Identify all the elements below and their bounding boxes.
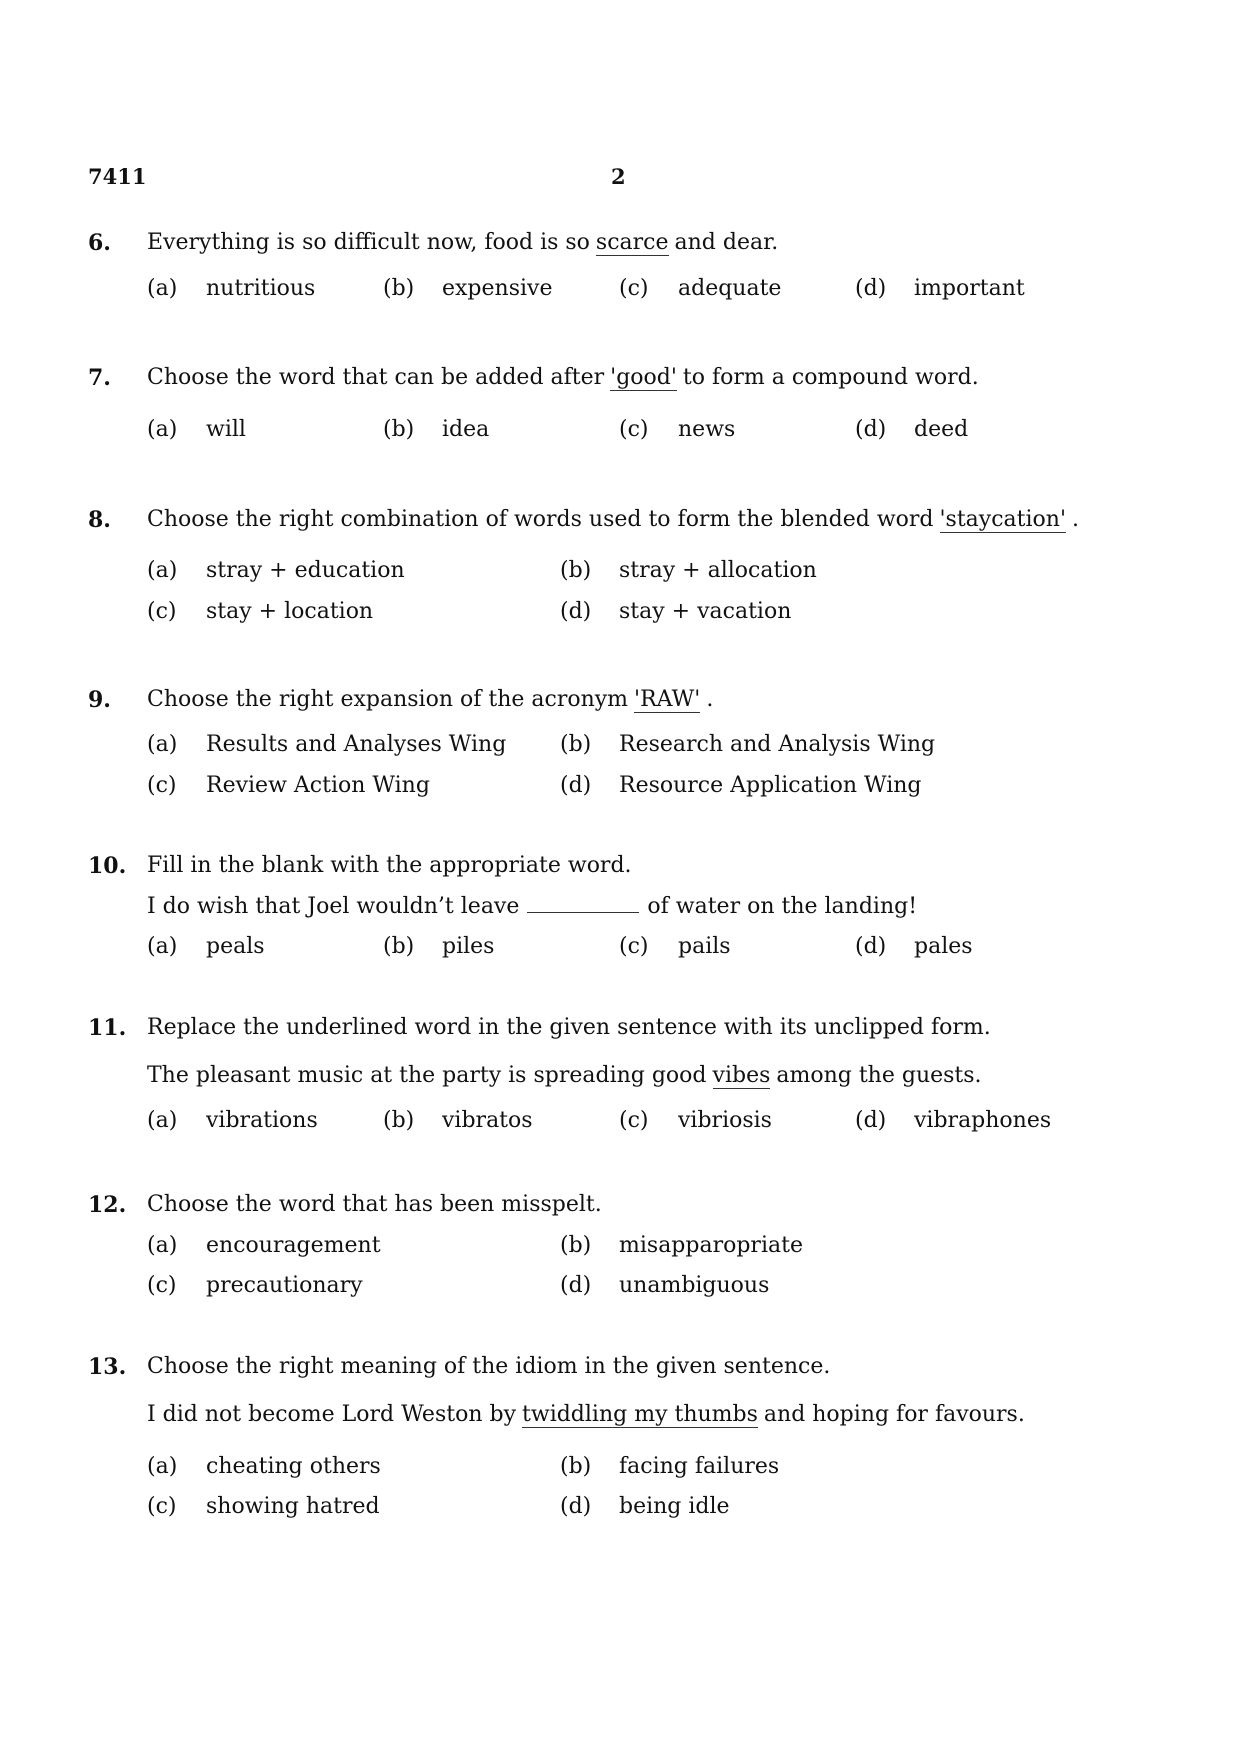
underlined-word: scarce <box>595 230 669 255</box>
question-text: Choose the word that can be added after 'good' to form a compound word. <box>147 365 979 390</box>
underlined-phrase: twiddling my thumbs <box>522 1402 758 1427</box>
question-text: Fill in the blank with the appropriate word. <box>147 853 632 878</box>
question-text: Choose the right expansion of the acronym 'RAW' . <box>147 687 714 712</box>
options-row: (a) stray + education (b) stray + allocation <box>147 558 817 583</box>
fill-blank <box>527 894 639 913</box>
options-row: (a) encouragement (b) misapparopriate <box>147 1233 803 1258</box>
question-sentence: I do wish that Joel wouldn’t leave of water on the landing! <box>147 894 918 919</box>
question-sentence: I did not become Lord Weston by twiddling my thumbs and hoping for favours. <box>147 1402 1025 1427</box>
options-row: (c) precautionary (d) unambiguous <box>147 1273 770 1298</box>
question-text: Replace the underlined word in the given sentence with its unclipped form. <box>147 1015 991 1040</box>
question-number: 11. <box>88 1015 127 1041</box>
question-number: 12. <box>88 1192 127 1218</box>
options-row: (a) peals (b) piles (c) pails (d) pales <box>147 934 973 959</box>
question-number: 6. <box>88 230 111 256</box>
question-number: 7. <box>88 365 111 391</box>
options-row: (a) Results and Analyses Wing (b) Research and Analysis Wing <box>147 732 936 757</box>
options-row: (c) showing hatred (d) being idle <box>147 1494 730 1519</box>
question-text: Choose the right meaning of the idiom in the given sentence. <box>147 1354 831 1379</box>
question-text: Choose the right combination of words used to form the blended word 'staycation' . <box>147 507 1079 532</box>
underlined-word: vibes <box>712 1063 771 1088</box>
question-text: Everything is so difficult now, food is so scarce and dear. <box>147 230 779 255</box>
question-number: 10. <box>88 853 127 879</box>
page-number: 2 <box>611 164 626 189</box>
underlined-word: 'good' <box>610 365 677 390</box>
question-number: 8. <box>88 507 111 533</box>
options-row: (a) vibrations (b) vibratos (c) vibriosis (d) vibraphones <box>147 1108 1052 1133</box>
question-number: 9. <box>88 687 111 713</box>
page-header <box>88 164 1152 194</box>
underlined-word: 'staycation' <box>939 507 1066 532</box>
question-text: Choose the word that has been misspelt. <box>147 1192 602 1217</box>
question-number: 13. <box>88 1354 127 1380</box>
underlined-word: 'RAW' <box>634 687 701 712</box>
options-row: (a) nutritious (b) expensive (c) adequate (d) important <box>147 276 1025 301</box>
options-row: (a) cheating others (b) facing failures <box>147 1454 780 1479</box>
options-row: (a) will (b) idea (c) news (d) deed <box>147 417 969 442</box>
paper-code: 7411 <box>88 164 147 189</box>
options-row: (c) Review Action Wing (d) Resource Application Wing <box>147 773 922 798</box>
question-sentence: The pleasant music at the party is spreading good vibes among the guests. <box>147 1063 982 1088</box>
options-row: (c) stay + location (d) stay + vacation <box>147 599 792 624</box>
